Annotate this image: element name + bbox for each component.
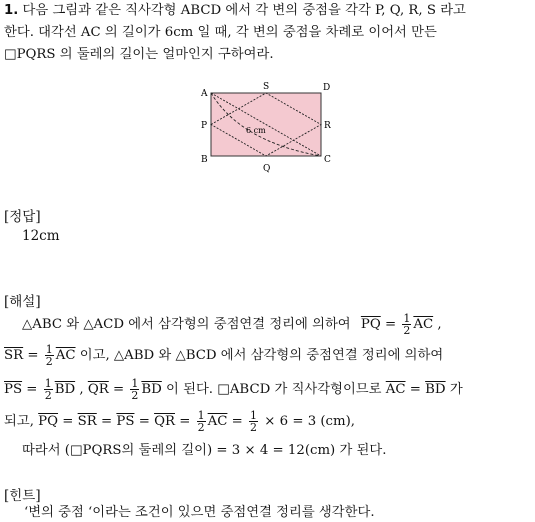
numerator: 1: [403, 312, 411, 325]
problem-line-3: [4, 47, 274, 63]
segment-pq: $\overline{PQ}$: [38, 414, 59, 429]
equals: =: [62, 414, 74, 429]
explanation-text-4: 되고,: [4, 414, 34, 429]
label-q: Q: [263, 164, 271, 174]
problem-line-2: [4, 25, 437, 41]
explanation-line-3: [4, 378, 463, 401]
equals: =: [231, 414, 243, 429]
segment-ps: $\overline{PS}$: [116, 414, 135, 429]
comma: ,: [79, 382, 84, 397]
explanation-text-2: 이고, △ABD 와 △BCD 에서 삼각형의 중점연결 정리에 의하여: [79, 348, 444, 363]
equals: =: [112, 382, 125, 397]
fraction-half: [197, 410, 206, 433]
denominator: 2: [45, 355, 53, 368]
explanation-text-5: 따라서 (□PQRS의 둘레의 길이) = 3 × 4 = 12(cm) 가 된다.: [22, 443, 387, 458]
label-r: R: [324, 121, 331, 131]
denominator: 2: [250, 421, 258, 434]
fraction-half: [402, 313, 411, 336]
denominator: 2: [44, 389, 52, 402]
label-p: P: [201, 121, 208, 131]
label-c: C: [324, 155, 331, 165]
explanation-text-4b: × 6 = 3 (cm),: [264, 414, 356, 429]
segment-sr: $\overline{SR}$: [4, 348, 24, 363]
fraction-half: [249, 410, 258, 433]
explanation-text-3b: 가: [449, 382, 463, 397]
segment-ps: $\overline{PS}$: [4, 382, 23, 397]
fraction-half: [45, 344, 54, 367]
numerator: 1: [250, 409, 258, 422]
segment-bd: $\overline{BD}$: [141, 382, 162, 397]
label-s: S: [263, 82, 270, 92]
label-b: B: [201, 155, 208, 165]
equals: =: [138, 414, 150, 429]
problem-line-1: [4, 3, 466, 19]
diag-length-label: 6 cm: [246, 126, 266, 135]
segment-ac: $\overline{AC}$: [385, 382, 406, 397]
numerator: 1: [45, 343, 53, 356]
denominator: 2: [197, 421, 205, 434]
fraction-half: [44, 378, 53, 401]
label-a: A: [201, 89, 208, 99]
rectangle-figure: [196, 80, 341, 175]
equals: =: [384, 317, 397, 332]
problem-text-1: 다음 그림과 같은 직사각형 ABCD 에서 각 변의 중점을 각각 P, Q, R, S 라고: [22, 3, 466, 18]
problem-text-2: 한다. 대각선 AC 의 길이가 6cm 일 때, 각 변의 중점을 차례로 이어서 만든: [4, 25, 437, 40]
explanation-text-1: △ABC 와 △ACD 에서 삼각형의 중점연결 정리에 의하여: [22, 317, 351, 332]
explanation-heading: [해설]: [4, 294, 41, 310]
explanation-line-4: [4, 410, 355, 433]
segment-sr: $\overline{SR}$: [77, 414, 97, 429]
fraction-half: [130, 378, 139, 401]
label-d: D: [323, 83, 331, 93]
hint-text: ‘변의 중점 ‘이라는 조건이 있으면 중점연결 정리를 생각한다.: [24, 505, 375, 520]
segment-ac: $\overline{AC}$: [207, 414, 228, 429]
equals: =: [101, 414, 113, 429]
problem-text-3: □PQRS 의 둘레의 길이는 얼마인지 구하여라.: [4, 47, 274, 62]
denominator: 2: [131, 389, 139, 402]
explanation-line-2: [4, 344, 443, 367]
segment-bd: $\overline{BD}$: [54, 382, 76, 397]
comma: ,: [437, 317, 442, 332]
hint-heading: [힌트]: [4, 488, 41, 504]
numerator: 1: [44, 377, 52, 390]
problem-number: 1.: [4, 3, 19, 18]
equals: =: [26, 382, 38, 397]
numerator: 1: [131, 377, 139, 390]
segment-bd: $\overline{BD}$: [425, 382, 446, 397]
equals: =: [179, 414, 191, 429]
explanation-text-3: 이 된다. □ABCD 가 직사각형이므로: [166, 382, 382, 397]
equals: =: [409, 382, 421, 397]
answer-value: 12cm: [22, 228, 60, 244]
segment-ac: $\overline{AC}$: [55, 348, 76, 363]
segment-qr: $\overline{QR}$: [154, 414, 175, 429]
answer-heading: [정답]: [4, 209, 41, 225]
equals: =: [27, 348, 39, 363]
segment-pq: $\overline{PQ}$: [360, 317, 381, 332]
denominator: 2: [403, 324, 411, 337]
explanation-line-5: [22, 443, 386, 459]
segment-qr: $\overline{QR}$: [87, 382, 109, 397]
explanation-line-1: [22, 313, 442, 336]
segment-ac: $\overline{AC}$: [413, 317, 434, 332]
numerator: 1: [197, 409, 205, 422]
